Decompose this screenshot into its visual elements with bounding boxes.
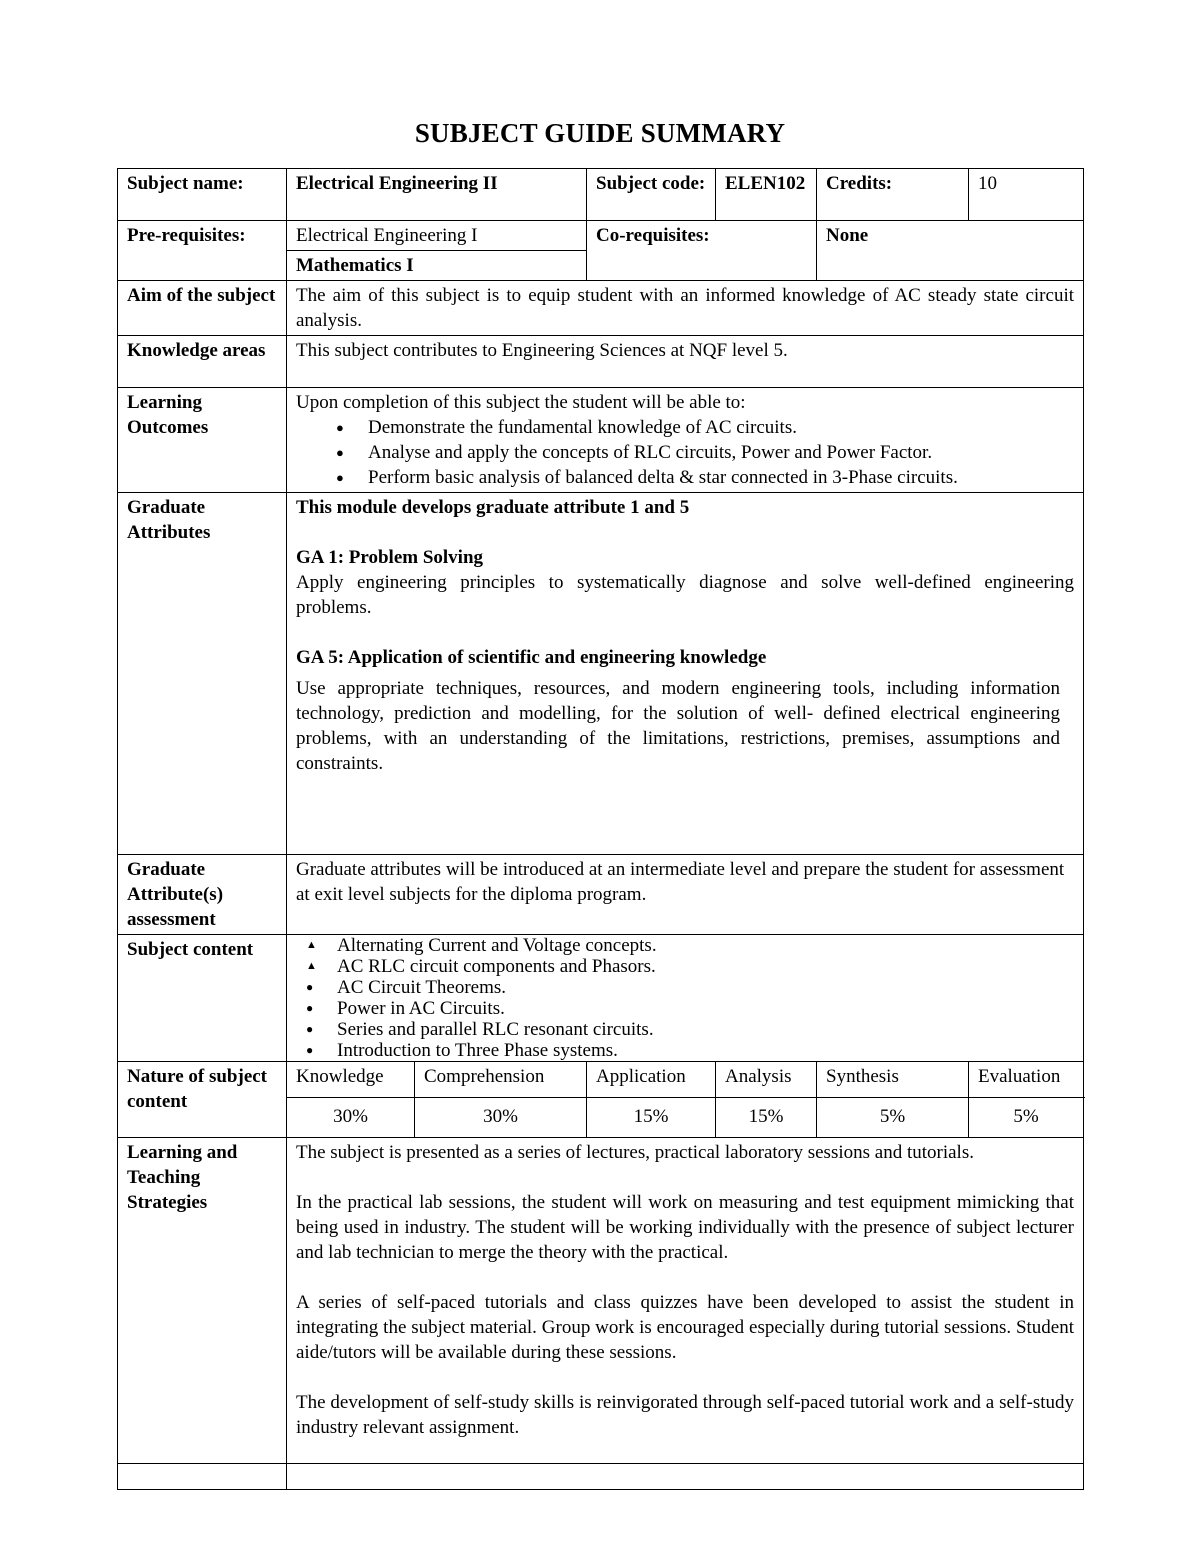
empty-cell: [118, 1464, 287, 1490]
outcomes-intro: Upon completion of this subject the student will be able to:: [296, 392, 746, 413]
nature-label: Nature of subject content: [118, 1062, 287, 1138]
row-assessment: [118, 855, 1084, 935]
subject-code-label: Subject code:: [587, 169, 716, 221]
nature-value: 30%: [415, 1098, 587, 1138]
outcomes-list: [296, 415, 1074, 490]
subject-name-value: Electrical Engineering II: [287, 169, 587, 221]
prereq-label: Pre-requisites:: [118, 221, 287, 281]
nature-header: Evaluation: [969, 1062, 1084, 1098]
outcomes-label: Learning Outcomes: [118, 388, 287, 493]
aim-label: Aim of the subject: [118, 281, 287, 336]
assessment-label: Graduate Attribute(s) assessment: [118, 855, 287, 935]
row-strategies: [118, 1138, 1084, 1464]
nature-value: 30%: [287, 1098, 415, 1138]
prereq-1: Electrical Engineering I: [287, 221, 586, 251]
row-nature-headers: [118, 1062, 1084, 1098]
aim-text: The aim of this subject is to equip student with an informed knowledge of AC steady state circuit analysis.: [287, 281, 1084, 336]
ga1-title: GA 1: Problem Solving: [296, 547, 484, 568]
knowledge-text: This subject contributes to Engineering Sciences at NQF level 5.: [287, 336, 1084, 388]
nature-value: 5%: [969, 1098, 1084, 1138]
assessment-text: Graduate attributes will be introduced at an intermediate level and prepare the student for assessment at exit level subjects for the diploma program.: [287, 855, 1084, 935]
row-graduate-attributes: [118, 493, 1084, 855]
graduate-label: Graduate Attributes: [118, 493, 287, 855]
prereq-cell: [287, 221, 587, 281]
coreq-label: Co-requisites:: [587, 221, 817, 281]
row-content: [118, 935, 1084, 1062]
list-item: ● Demonstrate the fundamental knowledge of AC circuits.: [368, 415, 1074, 440]
credits-value: 10: [969, 169, 1084, 221]
outcomes-cell: [287, 388, 1084, 493]
nature-header: Analysis: [716, 1062, 817, 1098]
content-list: [296, 935, 1074, 1061]
list-item: ▲ Alternating Current and Voltage concepts.: [337, 935, 1074, 956]
strategies-p4: The development of self-study skills is reinvigorated through self-paced tutorial work and a self-study industry relevant assignment.: [296, 1392, 1075, 1438]
row-aim: [118, 281, 1084, 336]
list-item: ● Series and parallel RLC resonant circuits.: [337, 1019, 1074, 1040]
nature-header: Comprehension: [415, 1062, 587, 1098]
list-item: ● Introduction to Three Phase systems.: [337, 1040, 1074, 1061]
content-label: Subject content: [118, 935, 287, 1062]
nature-value: 5%: [817, 1098, 969, 1138]
ga5-text: Use appropriate techniques, resources, and modern engineering tools, including information technology, prediction and modelling, for the solution of well- defined electrical engineering problems, with an understanding of the limitations, restrictions, premises, assumptions and constraints.: [296, 678, 1061, 774]
strategies-label: Learning and Teaching Strategies: [118, 1138, 287, 1464]
row-empty: [118, 1464, 1084, 1490]
nature-value: 15%: [587, 1098, 716, 1138]
strategies-p1: The subject is presented as a series of lectures, practical laboratory sessions and tutorials.: [296, 1142, 974, 1163]
list-item: ● AC Circuit Theorems.: [337, 977, 1074, 998]
strategies-p3: A series of self-paced tutorials and class quizzes have been developed to assist the student in integrating the subject material. Group work is encouraged especially during tutorial sessions. Student aide/tutors will be available during these sessions.: [296, 1292, 1075, 1363]
knowledge-label: Knowledge areas: [118, 336, 287, 388]
subject-guide-table: [117, 168, 1084, 1490]
row-requisites: [118, 221, 1084, 281]
subject-code-value: ELEN102: [716, 169, 817, 221]
nature-header: Knowledge: [287, 1062, 415, 1098]
strategies-p2: In the practical lab sessions, the student will work on measuring and test equipment mimicking that being used in industry. The student will be working individually with the presence of subject lecturer and lab technician to merge the theory with the practical.: [296, 1192, 1075, 1263]
list-item: ● Perform basic analysis of balanced delta & star connected in 3-Phase circuits.: [368, 465, 1074, 490]
graduate-heading: This module develops graduate attribute 1 and 5: [296, 497, 690, 518]
prereq-2: Mathematics I: [296, 255, 414, 276]
list-item: ● Power in AC Circuits.: [337, 998, 1074, 1019]
strategies-cell: [287, 1138, 1084, 1464]
ga5-title: GA 5: Application of scientific and engineering knowledge: [296, 647, 767, 668]
page-title: SUBJECT GUIDE SUMMARY: [414, 118, 786, 148]
row-knowledge: [118, 336, 1084, 388]
nature-header: Application: [587, 1062, 716, 1098]
list-item: ▲ AC RLC circuit components and Phasors.: [337, 956, 1074, 977]
graduate-cell: [287, 493, 1084, 855]
empty-cell: [287, 1464, 1084, 1490]
coreq-value: None: [817, 221, 1084, 281]
row-outcomes: [118, 388, 1084, 493]
list-item: ● Analyse and apply the concepts of RLC circuits, Power and Power Factor.: [368, 440, 1074, 465]
nature-header: Synthesis: [817, 1062, 969, 1098]
ga1-text: Apply engineering principles to systematically diagnose and solve well-defined engineering problems.: [296, 572, 1075, 618]
nature-value: 15%: [716, 1098, 817, 1138]
subject-name-label: Subject name:: [118, 169, 287, 221]
credits-label: Credits:: [817, 169, 969, 221]
content-cell: [287, 935, 1084, 1062]
row-subject: [118, 169, 1084, 221]
